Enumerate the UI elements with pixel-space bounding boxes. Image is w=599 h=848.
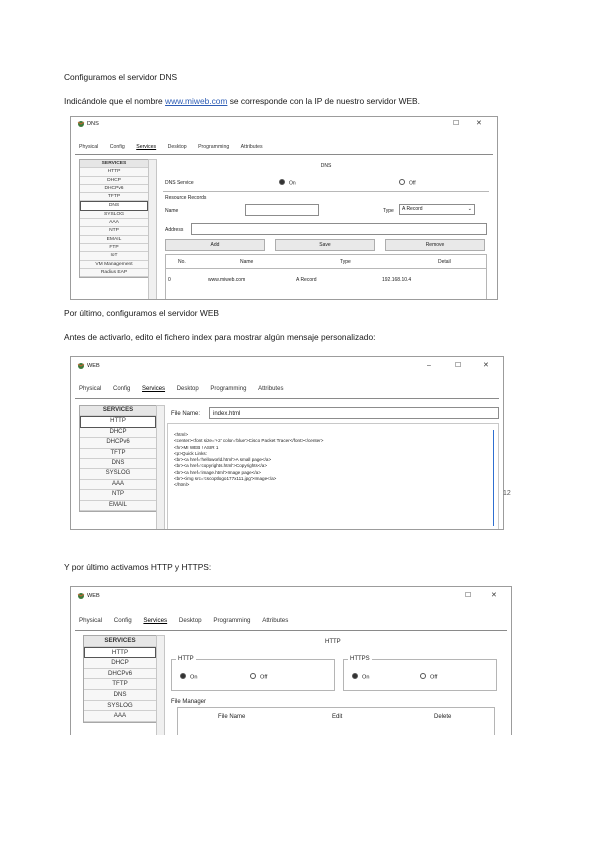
maximize-button[interactable]: ☐ [453, 120, 460, 127]
tab-attributes[interactable]: Attributes [262, 617, 289, 624]
dns-service-label: DNS Service [165, 180, 194, 186]
packet-tracer-icon [77, 592, 85, 600]
service-item-http[interactable]: HTTP [84, 647, 156, 659]
radio-off-icon [399, 179, 405, 185]
web-editor-screenshot [70, 356, 504, 530]
code-line: <p>Quick Links: [174, 450, 207, 456]
service-item-dhcp[interactable]: DHCP [80, 428, 156, 438]
tab-attributes[interactable]: Attributes [240, 144, 263, 150]
panel-title: HTTP [325, 639, 341, 645]
code-editor[interactable] [167, 423, 499, 530]
dns-panel [161, 157, 491, 297]
close-button[interactable]: ✕ [476, 120, 482, 127]
services-scrollbar[interactable] [148, 159, 157, 300]
col-header-no: No. [178, 259, 186, 265]
dns-off-radio[interactable] [399, 180, 416, 186]
editor-scrollbar[interactable] [493, 430, 494, 526]
https-group-label: HTTPS [350, 656, 370, 662]
window-title: WEB [87, 363, 100, 369]
service-item-http[interactable]: HTTP [80, 168, 148, 176]
address-input[interactable] [191, 223, 487, 235]
code-line: </html> [174, 482, 190, 488]
code-line: <hr>MI WEB ! ASIR 1 [174, 444, 219, 450]
table-cell-name[interactable]: www.miweb.com [208, 277, 246, 283]
radio-on-label: On [190, 674, 198, 681]
http-off-radio[interactable] [250, 674, 267, 680]
code-content[interactable] [174, 432, 323, 489]
tab-services[interactable]: Services [136, 144, 157, 150]
tab-divider [75, 398, 499, 399]
https-off-radio[interactable] [420, 674, 437, 680]
service-item-email[interactable]: EMAIL [80, 501, 156, 511]
file-name-input[interactable]: index.html [209, 407, 499, 419]
radio-off-icon [420, 673, 426, 679]
tab-bar [79, 141, 273, 153]
services-header: SERVICES [84, 636, 156, 647]
service-item-dhcpv6[interactable]: DHCPv6 [80, 185, 148, 193]
paragraph-dns-detail [64, 96, 420, 107]
type-label: Type [383, 208, 394, 214]
title-bar [71, 587, 511, 605]
radio-on-icon [352, 673, 358, 679]
tab-services[interactable]: Services [143, 617, 168, 624]
service-item-dns[interactable]: DNS [84, 690, 156, 701]
service-item-iot[interactable]: IoT [80, 252, 148, 260]
divider [163, 191, 489, 192]
table-header-divider [166, 268, 486, 269]
records-table [165, 254, 487, 300]
tab-physical[interactable]: Physical [79, 144, 99, 150]
miweb-link[interactable]: www.miweb.com [165, 96, 228, 106]
service-item-ftp[interactable]: FTP [80, 244, 148, 252]
type-select[interactable] [399, 204, 475, 215]
file-name-label: File Name: [171, 411, 201, 417]
services-list [83, 635, 157, 723]
tab-config[interactable]: Config [109, 144, 125, 150]
close-button[interactable]: ✕ [483, 362, 489, 369]
paragraph-text: se corresponde con la IP de nuestro servidor WEB. [227, 96, 420, 106]
service-item-aaa[interactable]: AAA [80, 219, 148, 227]
close-button[interactable]: ✕ [491, 592, 497, 599]
services-scrollbar[interactable] [156, 405, 165, 530]
title-bar [71, 117, 497, 131]
tab-physical[interactable]: Physical [79, 386, 102, 392]
tab-programming[interactable]: Programming [210, 386, 247, 392]
save-button[interactable]: Save [275, 239, 375, 251]
window-title: WEB [87, 593, 100, 599]
radio-off-label: Off [409, 180, 416, 187]
maximize-button[interactable]: ☐ [455, 362, 462, 369]
fm-header-delete: Delete [434, 714, 452, 720]
code-line: <html> [174, 432, 189, 437]
code-line: <br><a href='image.html'>Image page</a> [174, 469, 261, 475]
fm-header-edit: Edit [332, 714, 343, 720]
services-header: SERVICES [80, 406, 156, 416]
stray-text: 12 [503, 490, 511, 497]
tab-programming[interactable]: Programming [198, 144, 230, 150]
table-cell-type[interactable]: A Record [296, 277, 317, 283]
http-group [171, 656, 335, 691]
radio-on-label: On [289, 180, 296, 187]
radio-on-icon [180, 673, 186, 679]
tab-divider [75, 154, 493, 155]
tab-attributes[interactable]: Attributes [258, 386, 284, 392]
dns-window-screenshot [70, 116, 498, 300]
https-group [343, 656, 497, 691]
radio-off-label: Off [430, 674, 438, 681]
service-item-dhcp[interactable]: DHCP [84, 658, 156, 669]
tab-bar [79, 615, 298, 627]
address-label: Address [165, 227, 184, 233]
service-item-http[interactable]: HTTP [80, 416, 156, 427]
services-header: SERVICES [80, 160, 148, 168]
service-item-radius-eap[interactable]: Radius EAP [80, 269, 148, 277]
tab-divider [75, 630, 507, 631]
service-item-tftp[interactable]: TFTP [80, 449, 156, 459]
radio-off-label: Off [260, 674, 268, 681]
web-http-screenshot [70, 586, 512, 735]
name-input[interactable] [245, 204, 319, 216]
packet-tracer-icon [77, 120, 85, 128]
packet-tracer-icon [77, 362, 85, 370]
service-item-tftp[interactable]: TFTP [80, 193, 148, 201]
service-item-aaa[interactable]: AAA [84, 711, 156, 722]
paragraph-text: Indicándole que el nombre [64, 96, 166, 106]
service-item-dhcp[interactable]: DHCP [80, 177, 148, 185]
name-label: Name [165, 208, 179, 214]
http-group-label: HTTP [178, 656, 194, 662]
services-scrollbar[interactable] [156, 635, 165, 735]
radio-off-icon [250, 673, 256, 679]
maximize-button[interactable]: ☐ [465, 592, 472, 599]
dns-on-radio[interactable] [279, 180, 296, 186]
service-item-syslog[interactable]: SYSLOG [80, 469, 156, 479]
code-line: <br><a href='helloworld.html'>A small page</a> [174, 457, 272, 463]
tab-config[interactable]: Config [113, 617, 132, 624]
table-cell-detail[interactable]: 192.168.10.4 [382, 277, 412, 283]
tab-config[interactable]: Config [113, 386, 131, 392]
type-select-value: A Record [402, 206, 423, 212]
file-manager-label: File Manager [171, 699, 207, 705]
chevron-down-icon: ⌄ [467, 206, 472, 212]
tab-services[interactable]: Services [142, 386, 166, 392]
tab-desktop[interactable]: Desktop [167, 144, 187, 150]
radio-on-icon [279, 179, 285, 185]
col-header-name: Name [240, 259, 254, 265]
service-item-tftp[interactable]: TFTP [84, 679, 156, 690]
service-item-dhcpv6[interactable]: DHCPv6 [80, 438, 156, 448]
tab-bar [79, 383, 293, 395]
code-line: <br><a href='copyrights.html'>Copyrights</a> [174, 463, 268, 469]
panel-title: DNS [320, 163, 332, 169]
radio-on-label: On [362, 674, 370, 681]
paragraph-activate: Y por último activamos HTTP y HTTPS: [64, 562, 212, 572]
fm-header-file-name: File Name [218, 714, 246, 720]
col-header-type: Type [340, 259, 351, 265]
minimize-button[interactable]: – [427, 362, 431, 369]
service-item-dhcpv6[interactable]: DHCPv6 [84, 669, 156, 680]
col-header-detail: Detail [438, 259, 451, 265]
https-on-radio[interactable] [352, 674, 369, 680]
code-line: <center><font size='+2' color='blue'>Cisco Packet Tracer</font></center> [174, 438, 324, 444]
paragraph-web-intro: Por último, configuramos el servidor WEB [64, 308, 219, 318]
service-item-vm-management[interactable]: VM Management [80, 261, 148, 269]
services-list [79, 159, 149, 278]
tab-desktop[interactable]: Desktop [178, 617, 202, 624]
file-manager-table [177, 707, 495, 735]
title-bar [71, 357, 503, 375]
service-item-ntp[interactable]: NTP [80, 227, 148, 235]
window-title: DNS [87, 121, 99, 127]
paragraph-web-edit: Antes de activarlo, edito el fichero index para mostrar algún mensaje personalizado: [64, 332, 376, 342]
service-item-email[interactable]: EMAIL [80, 236, 148, 244]
service-item-aaa[interactable]: AAA [80, 480, 156, 490]
service-item-ntp[interactable]: NTP [80, 490, 156, 500]
remove-button[interactable]: Remove [385, 239, 485, 251]
service-item-syslog[interactable]: SYSLOG [84, 701, 156, 712]
tab-desktop[interactable]: Desktop [176, 386, 199, 392]
service-item-syslog[interactable]: SYSLOG [80, 211, 148, 219]
service-item-dns[interactable]: DNS [80, 459, 156, 469]
tab-physical[interactable]: Physical [79, 617, 103, 624]
add-button[interactable]: Add [165, 239, 265, 251]
table-cell-no[interactable]: 0 [168, 277, 171, 283]
http-on-radio[interactable] [180, 674, 197, 680]
code-line: <br><img src='cscoptlogo177x111.jpg'>Image</a> [174, 476, 277, 482]
tab-programming[interactable]: Programming [213, 617, 251, 624]
services-list [79, 405, 157, 512]
paragraph-dns-intro: Configuramos el servidor DNS [64, 72, 178, 82]
resource-records-label: Resource Records [165, 195, 207, 201]
service-item-dns[interactable]: DNS [80, 201, 148, 210]
